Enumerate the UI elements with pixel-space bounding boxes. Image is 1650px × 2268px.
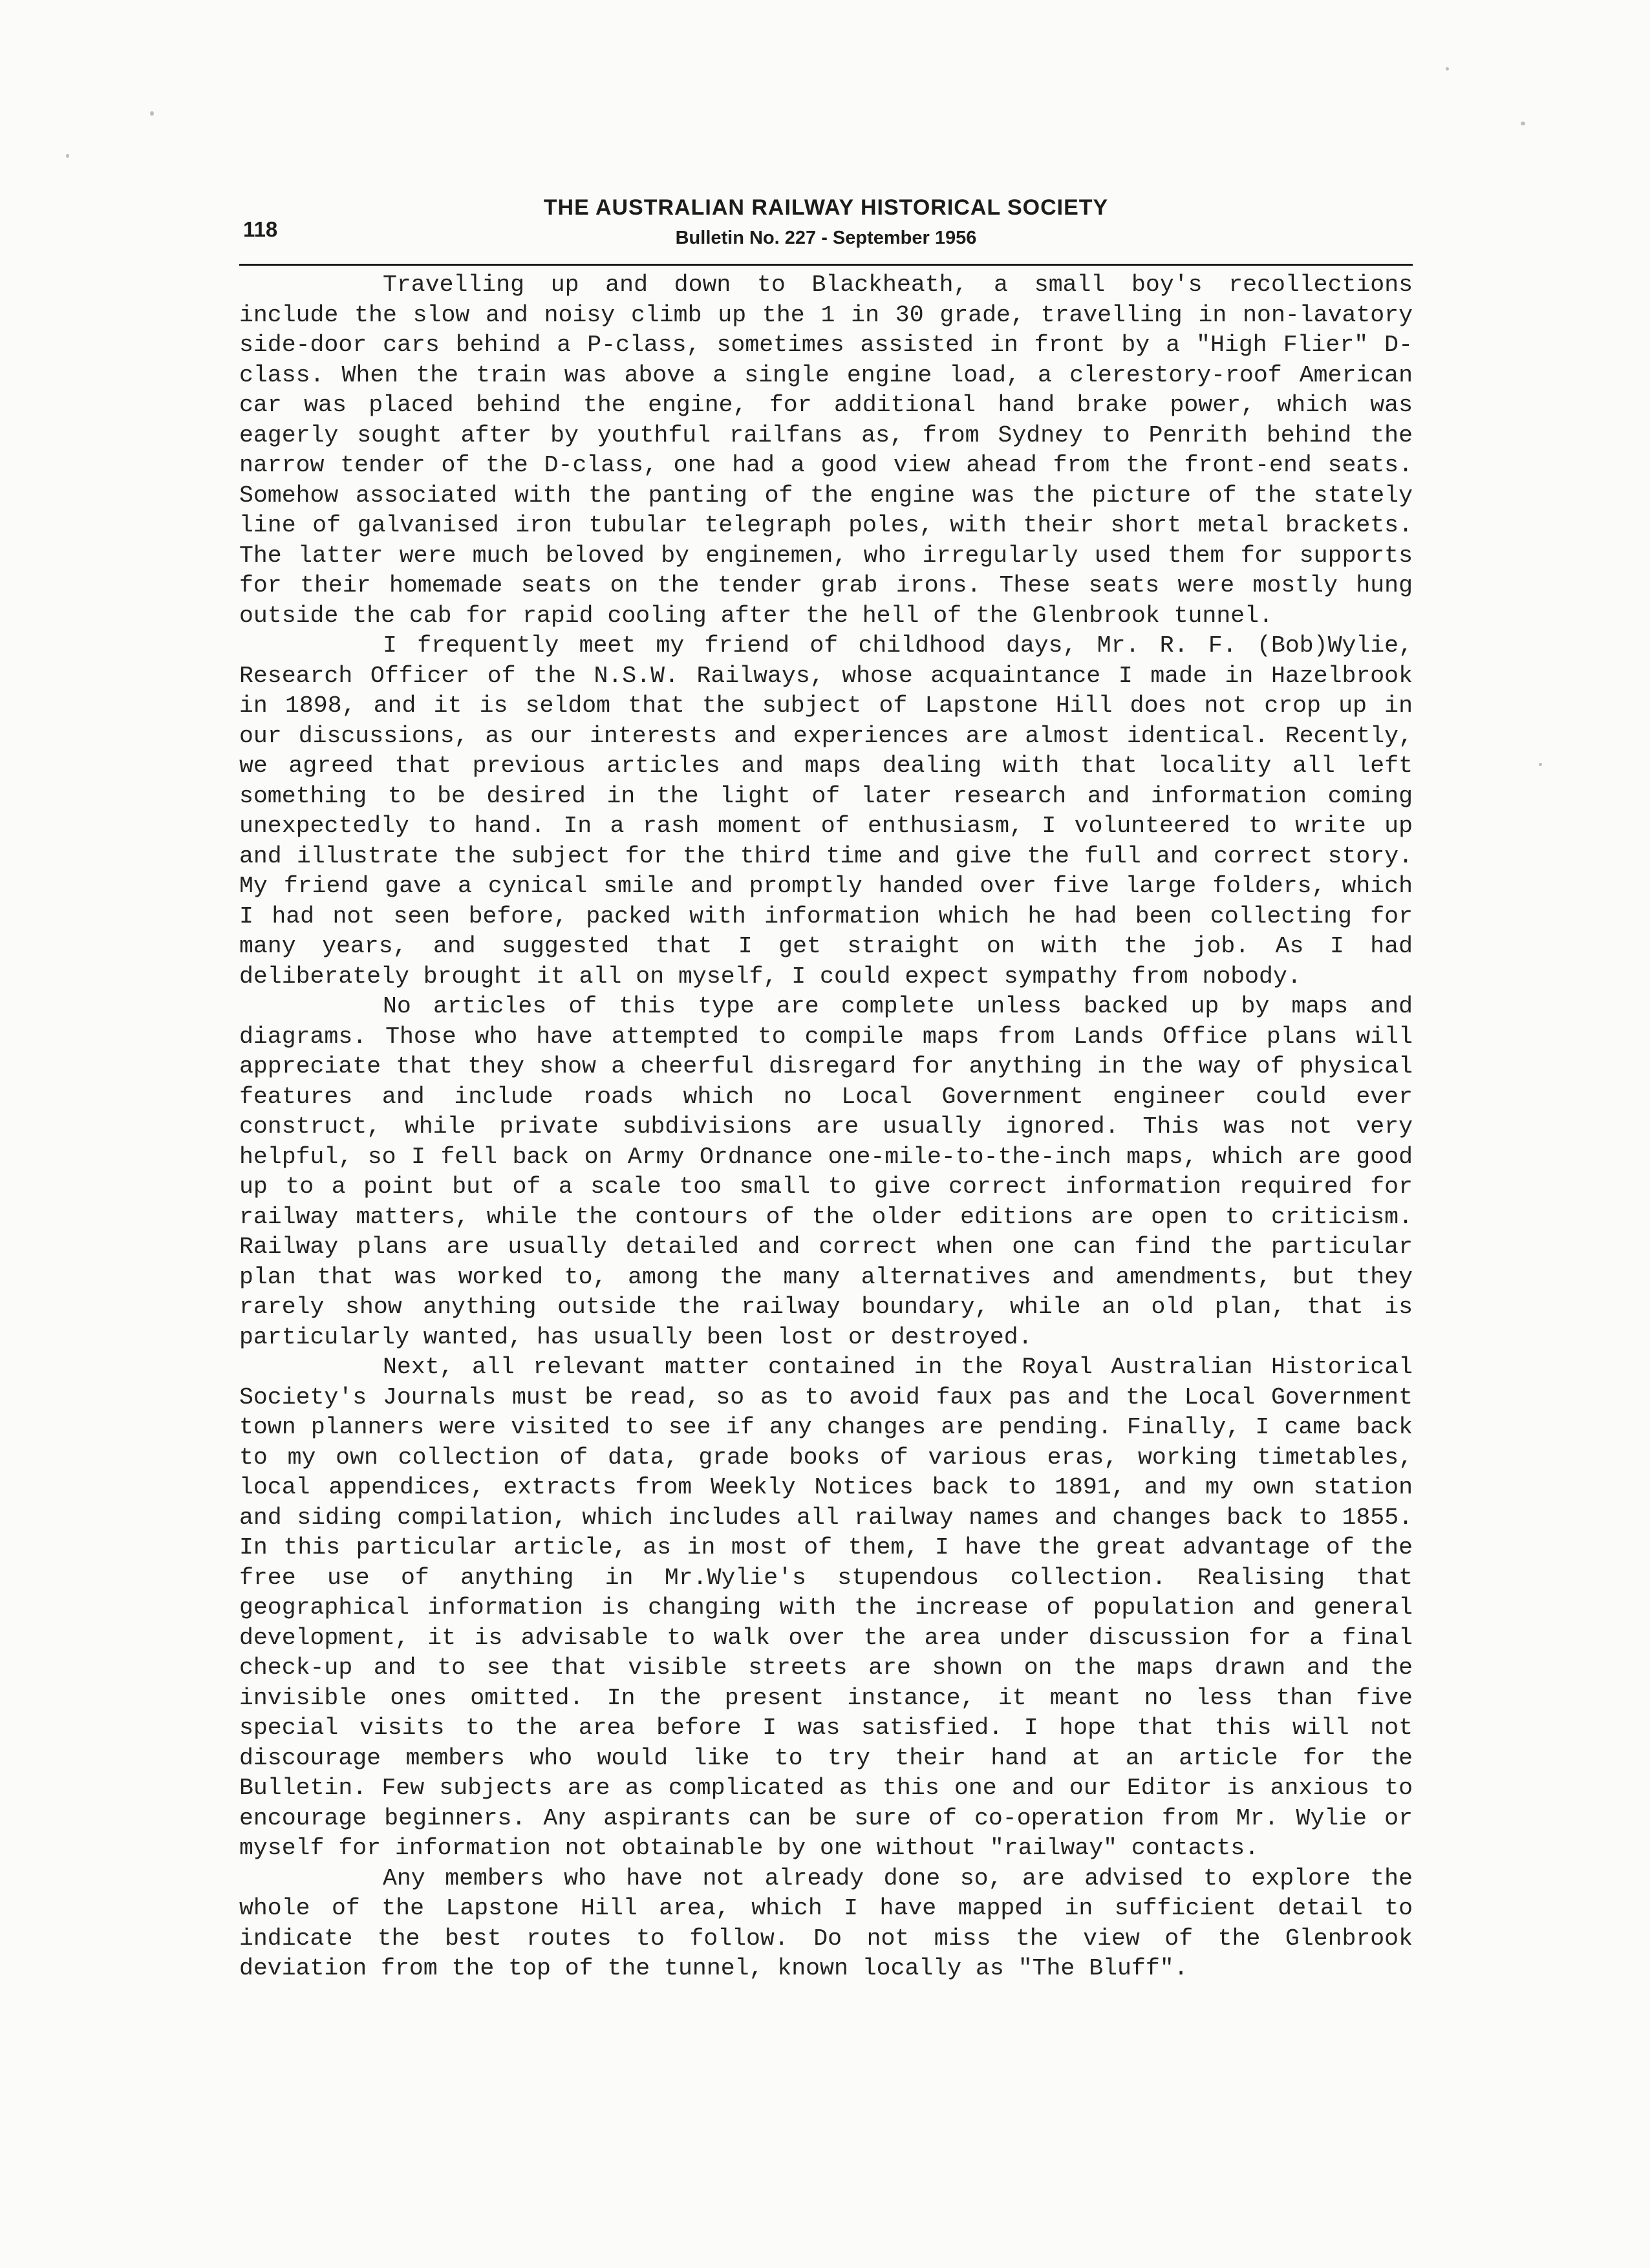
- society-title: THE AUSTRALIAN RAILWAY HISTORICAL SOCIETY: [543, 195, 1109, 220]
- bulletin-issue: Bulletin No. 227 - September 1956: [675, 228, 977, 248]
- page-number: 118: [243, 217, 278, 241]
- scan-speck: [150, 111, 154, 116]
- page-header: [239, 193, 1413, 266]
- paragraph-explore: Any members who have not already done so, are advised to explore the whole of the Lapstone Hill area, which I have mapped in sufficient detail to indicate the best routes to follow. Do not miss the view of the Glenbrook deviation from the top of the tunnel, known locally as "The Bluff".: [239, 1865, 1413, 1982]
- paragraph-research: Next, all relevant matter contained in the Royal Australian Historical Society's Journals must be read, so as to avoid faux pas and the Local Government town planners were visited to see if any changes are pending. Finally, I came back to my own collection of data, grade books of various eras, working timetables, local appendices, extracts from Weekly Notices back to 1891, and my own station and siding compilation, which includes all railway names and changes back to 1855. In this particular article, as in most of them, I have the great advantage of the free use of anything in Mr.Wylie's stupendous collection. Realising that geographical information is changing with the increase of population and general development, it is advisable to walk over the area under discussion for a final check-up and to see that visible streets are shown on the maps drawn and the invisible ones omitted. In the present instance, it meant no less than five special visits to the area before I was satisfied. I hope that this will not discourage members who would like to try their hand at an article for the Bulletin. Few subjects are as complicated as this one and our Editor is anxious to encourage beginners. Any aspirants can be sure of co-operation from Mr. Wylie or myself for information not obtainable by one without "railway" contacts.: [239, 1354, 1413, 1861]
- paragraph-recollections: Travelling up and down to Blackheath, a small boy's recollections include the slow and noisy climb up the 1 in 30 grade, travelling in non-lavatory side-door cars behind a P-class, sometimes assisted in front by a "High Flier" D-class. When the train was above a single engine load, a clerestory-roof American car was placed behind the engine, for additional hand brake power, which was eagerly sought after by youthful railfans as, from Sydney to Penrith behind the narrow tender of the D-class, one had a good view ahead from the front-end seats. Somehow associated with the panting of the engine was the picture of the stately line of galvanised iron tubular telegraph poles, with their short metal brackets. The latter were much beloved by enginemen, who irregularly used them for supports for their homemade seats on the tender grab irons. These seats were mostly hung outside the cab for rapid cooling after the hell of the Glenbrook tunnel.: [239, 272, 1413, 629]
- scan-speck: [1521, 122, 1525, 125]
- scan-speck: [1539, 763, 1542, 766]
- scan-speck: [1446, 67, 1449, 70]
- scan-speck: [66, 154, 69, 158]
- paragraph-wylie: I frequently meet my friend of childhood days, Mr. R. F. (Bob)Wylie, Research Officer of the N.S.W. Railways, whose acquaintance I made in Hazelbrook in 1898, and it is seldom that the subject of Lapstone Hill does not crop up in our discussions, as our interests and experiences are almost identical. Recently, we agreed that previous articles and maps dealing with that locality all left something to be desired in the light of later research and information coming unexpectedly to hand. In a rash moment of enthusiasm, I volunteered to write up and illustrate the subject for the third time and give the full and correct story. My friend gave a cynical smile and promptly handed over five large folders, which I had not seen before, packed with information which he had been collecting for many years, and suggested that I get straight on with the job. As I had deliberately brought it all on myself, I could expect sympathy from nobody.: [239, 632, 1413, 990]
- article-body: [239, 270, 1413, 1984]
- paragraph-maps: No articles of this type are complete unless backed up by maps and diagrams. Those who have attempted to compile maps from Lands Office plans will appreciate that they show a cheerful disregard for anything in the way of physical features and include roads which no Local Government engineer could ever construct, while private subdivisions are usually ignored. This was not very helpful, so I fell back on Army Ordnance one-mile-to-the-inch maps, which are good up to a point but of a scale too small to give correct information required for railway matters, while the contours of the older editions are open to criticism. Railway plans are usually detailed and correct when one can find the particular plan that was worked to, among the many alternatives and amendments, but they rarely show anything outside the railway boundary, while an old plan, that is particularly wanted, has usually been lost or destroyed.: [239, 993, 1413, 1351]
